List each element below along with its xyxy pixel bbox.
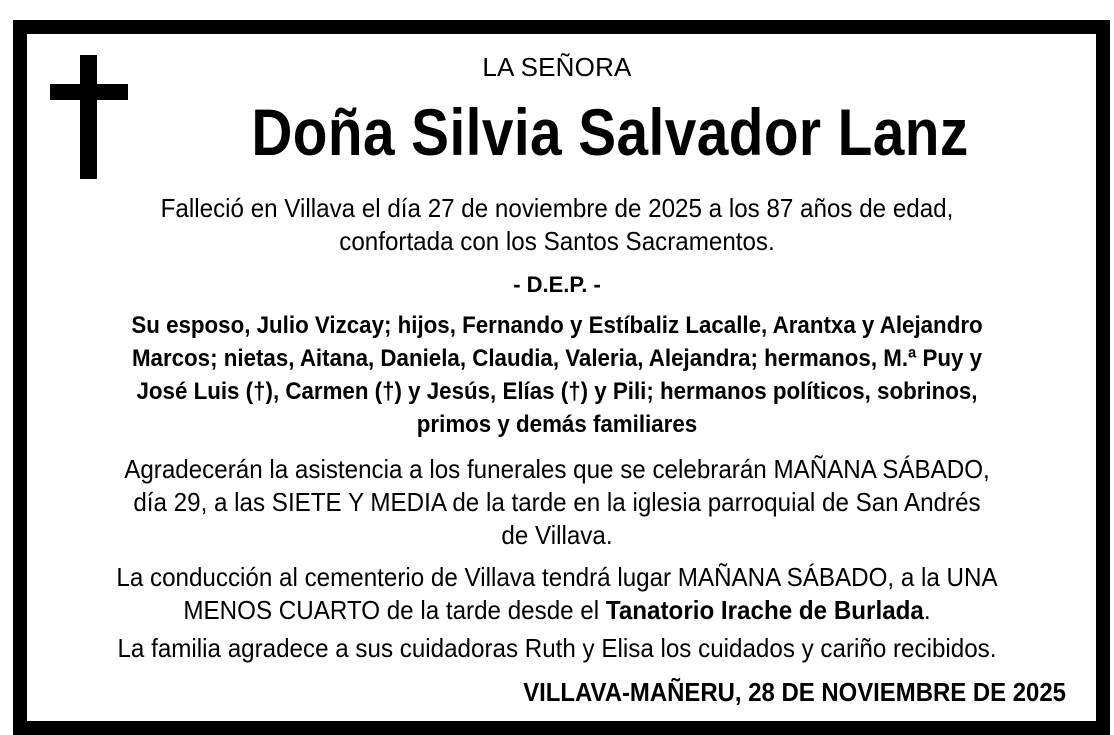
- deceased-name: Doña Silvia Salvador Lanz: [251, 95, 969, 169]
- conduction-line-2: [65, 594, 1049, 627]
- dep-line: - D.E.P. -: [513, 272, 601, 297]
- funeral-line-2: día 29, a las SIETE Y MEDIA de la tarde en la iglesia parroquial de San Andrés: [133, 487, 981, 517]
- funeral-line-1: Agradecerán la asistencia a los funerales que se celebrarán MAÑANA SÁBADO,: [124, 454, 990, 484]
- family-line-3: José Luis (†), Carmen (†) y Jesús, Elías (†) y Pili; hermanos políticos, sobrinos,: [136, 378, 978, 405]
- family-line-2: Marcos; nietas, Aitana, Daniela, Claudia, Valeria, Alejandra; hermanos, M.ª Puy y: [131, 345, 983, 372]
- family-line-4: primos y demás familiares: [416, 411, 698, 438]
- place-date-footer: VILLAVA-MAÑERU, 28 DE NOVIEMBRE DE 2025: [523, 677, 1066, 707]
- pre-title: LA SEÑORA: [482, 52, 632, 82]
- conduction-end: .: [923, 595, 931, 625]
- family-line-1: Su esposo, Julio Vizcay; hijos, Fernando y Estíbaliz Lacalle, Arantxa y Alejandro: [131, 312, 983, 339]
- funeral-line-3: de Villava.: [501, 520, 613, 550]
- tanatorio-name: Tanatorio Irache de Burlada: [605, 595, 924, 625]
- conduction-line-1: La conducción al cementerio de Villava tendrá lugar MAÑANA SÁBADO, a la UNA: [116, 562, 998, 592]
- thanks-line: La familia agradece a sus cuidadoras Ruth y Elisa los cuidados y cariño recibidos.: [117, 633, 997, 663]
- death-line-2: confortada con los Santos Sacramentos.: [339, 226, 775, 256]
- death-line-1: Falleció en Villava el día 27 de noviembre de 2025 a los 87 años de edad,: [160, 193, 954, 223]
- conduction-text: MENOS CUARTO de la tarde desde el: [183, 595, 606, 625]
